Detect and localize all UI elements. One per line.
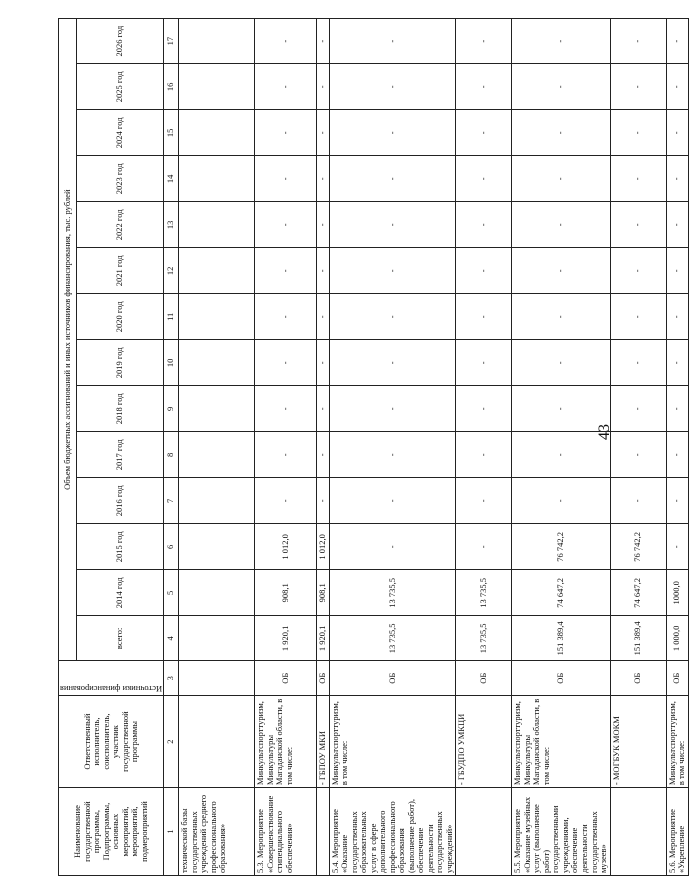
year-value-cell: - [456,524,512,570]
year-value-cell [179,64,255,110]
year-value-cell: 1 012,0 [255,524,317,570]
measure-name-cell [456,788,512,876]
year-value-cell: - [610,340,666,386]
year-value-cell: - [255,432,317,478]
funding-source-cell: ОБ [329,661,456,696]
year-value-cell [179,248,255,294]
funding-source-cell: ОБ [610,661,666,696]
year-value-cell [179,202,255,248]
year-value-cell: - [317,110,330,156]
column-number: 12 [164,248,179,294]
year-value-cell: - [255,19,317,64]
year-value-cell: - [512,19,610,64]
year-value-cell: 1 012,0 [317,524,330,570]
table-row [255,19,317,876]
year-value-cell: - [317,64,330,110]
year-value-cell: - [329,432,456,478]
year-value-cell: - [456,432,512,478]
year-value-cell: - [317,156,330,202]
measure-name-cell: 5.4. Мероприятие «Оказание государственных образовательных услуг в сфере дополнительного профессионального образования (выполнение работ), обеспечение деятельности государственных учреждений» [329,788,456,876]
year-value-cell [179,156,255,202]
year-value-cell: - [610,294,666,340]
column-number: 17 [164,19,179,64]
measure-name-cell: 5.3. Мероприятие «Совершенствование стипендиального обеспечения» [255,788,317,876]
year-value-cell: 76 742,2 [610,524,666,570]
column-number: 10 [164,340,179,386]
year-value-cell: - [317,340,330,386]
year-value-cell: - [666,248,688,294]
year-header: 2021 год [76,248,163,294]
year-value-cell: - [329,524,456,570]
year-value-cell: - [317,432,330,478]
year-value-cell: - [329,156,456,202]
year-value-cell: - [255,294,317,340]
year-value-cell: - [255,202,317,248]
year-value-cell: - [512,248,610,294]
year-value-cell: - [610,110,666,156]
total-cell: 13 735,5 [329,616,456,661]
funding-source-cell: ОБ [255,661,317,696]
year-value-cell: - [329,248,456,294]
column-number: 14 [164,156,179,202]
year-value-cell: - [512,386,610,432]
year-value-cell: - [610,156,666,202]
column-number: 7 [164,478,179,524]
year-value-cell: 13 735,5 [329,570,456,616]
year-value-cell: - [317,386,330,432]
measure-name-cell: 5.5. Мероприятие «Оказание музейных услуг (выполнение работ) государственными учреждениями, обеспечение деятельности государственных музеев» [512,788,610,876]
column-number: 9 [164,386,179,432]
responsible-cell [179,696,255,788]
year-value-cell: - [512,202,610,248]
financing-table [58,18,689,876]
total-cell: 1 920,1 [255,616,317,661]
year-value-cell: - [255,156,317,202]
year-value-cell: - [329,340,456,386]
responsible-cell: - ГБПОУ МКИ [317,696,330,788]
year-value-cell: - [317,478,330,524]
total-cell: 13 735,5 [456,616,512,661]
year-value-cell [179,524,255,570]
total-cell: 151 389,4 [610,616,666,661]
funding-source-cell: ОБ [456,661,512,696]
table-row [179,19,255,876]
column-number: 5 [164,570,179,616]
total-cell: 1 920,1 [317,616,330,661]
year-value-cell [179,294,255,340]
measure-name-cell: 5.6. Мероприятие «Укрепление [666,788,688,876]
year-value-cell: - [610,248,666,294]
column-number: 4 [164,616,179,661]
total-cell: 1 000,0 [666,616,688,661]
year-header: 2023 год [76,156,163,202]
year-header: 2014 год [76,570,163,616]
measure-name-cell [317,788,330,876]
year-value-cell: 908,1 [255,570,317,616]
year-value-cell: - [456,19,512,64]
year-value-cell: - [329,19,456,64]
header-total: всего: [76,616,163,661]
year-value-cell [179,570,255,616]
page-number: 43 [596,424,613,440]
year-header: 2019 год [76,340,163,386]
year-value-cell: - [666,110,688,156]
table-body [179,19,688,876]
year-value-cell [179,386,255,432]
year-value-cell: - [456,248,512,294]
year-value-cell: - [456,156,512,202]
year-value-cell: - [610,202,666,248]
year-value-cell: - [317,202,330,248]
table-row [329,19,456,876]
year-value-cell: - [512,294,610,340]
year-value-cell: - [610,64,666,110]
year-value-cell: - [610,432,666,478]
year-value-cell: - [512,64,610,110]
year-header: 2015 год [76,524,163,570]
header-source-text: Источники финансирования [60,684,163,695]
year-value-cell: - [666,524,688,570]
column-number: 2 [164,696,179,788]
funding-source-cell [179,661,255,696]
year-value-cell: - [512,340,610,386]
column-number: 1 [164,788,179,876]
year-value-cell: - [512,156,610,202]
year-value-cell: - [329,386,456,432]
table-row [317,19,330,876]
responsible-cell: - ГБУДПО УМКЦИ [456,696,512,788]
year-value-cell: - [456,110,512,156]
year-value-cell: - [317,19,330,64]
year-value-cell: - [456,64,512,110]
year-value-cell: - [255,340,317,386]
column-number: 3 [164,661,179,696]
table-row [456,19,512,876]
year-header: 2022 год [76,202,163,248]
year-header: 2020 год [76,294,163,340]
year-value-cell: - [666,294,688,340]
year-value-cell: - [329,110,456,156]
year-value-cell: 76 742,2 [512,524,610,570]
column-number: 15 [164,110,179,156]
year-value-cell: - [456,202,512,248]
year-value-cell: 74 647,2 [512,570,610,616]
total-cell: 151 389,4 [512,616,610,661]
funding-source-cell: ОБ [666,661,688,696]
year-value-cell [179,432,255,478]
year-header: 2016 год [76,478,163,524]
year-value-cell: - [456,294,512,340]
year-value-cell: - [329,478,456,524]
year-value-cell: - [317,248,330,294]
column-number: 8 [164,432,179,478]
year-value-cell: - [610,386,666,432]
column-number: 6 [164,524,179,570]
year-value-cell: - [255,110,317,156]
header-responsible: Ответственный исполнитель, соисполнитель, участник государственной программы [59,696,164,788]
year-value-cell: - [255,248,317,294]
funding-source-cell: ОБ [317,661,330,696]
header-name: Наименование государственной программы, Подпрограммы, основных мероприятий, мероприятий, подмероприятий [59,788,164,876]
year-header: 2026 год [76,19,163,64]
year-value-cell: - [666,340,688,386]
year-value-cell: - [255,478,317,524]
year-value-cell: 1000,0 [666,570,688,616]
year-value-cell: - [255,64,317,110]
responsible-cell: Минкультспорттуризм, Минкультуры Магаданской области, в том числе: [512,696,610,788]
year-value-cell: - [666,19,688,64]
year-value-cell [179,19,255,64]
column-number-row [164,19,179,876]
responsible-cell: Минкультспорттуризм, в том числе: [329,696,456,788]
total-cell [179,616,255,661]
year-value-cell: - [329,294,456,340]
year-value-cell: - [329,202,456,248]
year-value-cell: - [512,110,610,156]
year-value-cell: - [512,478,610,524]
funding-source-cell: ОБ [512,661,610,696]
year-value-cell: - [666,432,688,478]
column-number: 13 [164,202,179,248]
year-value-cell: - [456,340,512,386]
header-source [59,661,164,696]
year-value-cell: - [329,64,456,110]
year-value-cell: - [456,478,512,524]
measure-name-cell [610,788,666,876]
year-value-cell: - [610,19,666,64]
responsible-cell: Минкультспорттуризм, в том числе: [666,696,688,788]
year-value-cell [179,478,255,524]
year-value-cell: 908,1 [317,570,330,616]
table-row [666,19,688,876]
year-value-cell: - [512,432,610,478]
year-value-cell: - [255,386,317,432]
year-header: 2024 год [76,110,163,156]
year-value-cell: - [666,156,688,202]
year-header: 2017 год [76,432,163,478]
year-value-cell: 74 647,2 [610,570,666,616]
year-value-cell: - [456,386,512,432]
year-value-cell: - [666,386,688,432]
header-volume: Объем бюджетных ассигнований и иных источников финансирования, тыс. рублей [59,19,77,661]
table-row [512,19,610,876]
year-header: 2025 год [76,64,163,110]
year-value-cell: - [317,294,330,340]
responsible-cell: - МОГБУК МОКМ [610,696,666,788]
year-value-cell: - [610,478,666,524]
responsible-cell: Минкультспорттуризм, Минкультуры Магаданской области, в том числе: [255,696,317,788]
column-number: 11 [164,294,179,340]
year-value-cell: - [666,478,688,524]
table-row [610,19,666,876]
year-value-cell: - [666,202,688,248]
year-value-cell: 13 735,5 [456,570,512,616]
column-number: 16 [164,64,179,110]
year-value-cell [179,340,255,386]
year-value-cell [179,110,255,156]
measure-name-cell: технической базы государственных учреждений среднего профессионального образования» [179,788,255,876]
year-value-cell: - [666,64,688,110]
year-header: 2018 год [76,386,163,432]
